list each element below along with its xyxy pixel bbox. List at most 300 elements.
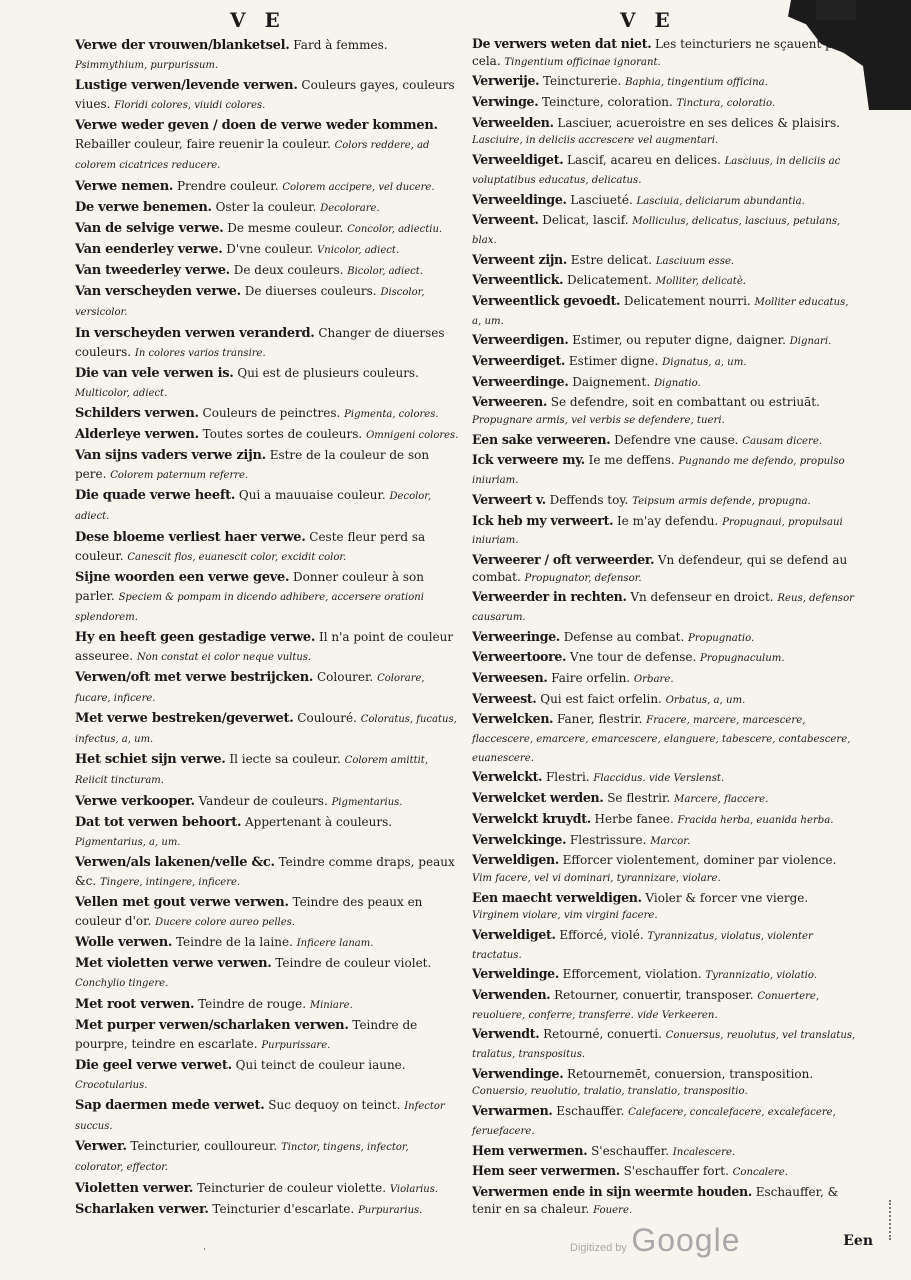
dictionary-entry xyxy=(472,552,857,587)
entry-french: De mesme couleur. xyxy=(227,220,344,235)
entry-latin: Tingere, intingere, inficere. xyxy=(100,876,241,888)
entry-headword: Met purper verwen/scharlaken verwen. xyxy=(75,1017,349,1033)
dictionary-entry xyxy=(472,927,857,964)
entry-french: Qui a mauuaise couleur. xyxy=(238,488,386,503)
entry-latin: Pigmentarius, a, um. xyxy=(75,836,181,848)
dictionary-entry xyxy=(472,852,857,887)
entry-headword: Sap daermen mede verwet. xyxy=(75,1098,265,1114)
dictionary-entry xyxy=(472,115,857,150)
left-column xyxy=(75,36,460,1221)
entry-headword: Met violetten verwe verwen. xyxy=(75,956,272,972)
entry-headword: Verwelckt. xyxy=(472,769,543,785)
dictionary-entry xyxy=(75,668,460,708)
entry-french: Ie m'ay defendu. xyxy=(616,513,719,528)
dictionary-entry xyxy=(472,1026,857,1063)
entry-headword: Van sijns vaders verwe zijn. xyxy=(75,448,266,464)
entry-french: Retourner, conuertir, transposer. xyxy=(554,988,754,1002)
entry-headword: Verwen/oft met verwe bestrijcken. xyxy=(75,670,314,686)
dictionary-entry xyxy=(472,513,857,550)
entry-french: Fard à femmes. xyxy=(293,38,388,52)
dictionary-entry xyxy=(472,374,857,393)
entry-french: Faire orfelin. xyxy=(551,671,631,685)
entry-french: Herbe fanee. xyxy=(594,811,674,826)
entry-french: Prendre couleur. xyxy=(176,178,279,193)
entry-french: Vn defenseur en droict. xyxy=(630,590,774,605)
entry-french: Lasciueté. xyxy=(570,192,633,207)
entry-headword: Verwinge. xyxy=(472,94,539,110)
dictionary-entry xyxy=(472,589,857,626)
entry-latin: Tinctura, coloratio. xyxy=(676,98,776,110)
entry-headword: Van verscheyden verwe. xyxy=(75,284,241,300)
entry-headword: Verwer. xyxy=(75,1139,127,1155)
entry-latin: Floridi colores, viuidi colores. xyxy=(114,100,266,112)
entry-latin: Colorem accipere, vel ducere. xyxy=(282,181,435,193)
entry-french: S'eschauffer. xyxy=(591,1143,670,1158)
dictionary-entry xyxy=(75,528,460,567)
entry-french: Teindre des peaux en couleur d'or. xyxy=(75,895,423,929)
dictionary-entry xyxy=(472,1103,857,1140)
entry-french: Lasciuer, acueroistre en ses delices & plaisirs. xyxy=(557,115,841,130)
dictionary-entry xyxy=(75,933,460,953)
entry-headword: Dese bloeme verliest haer verwe. xyxy=(75,529,306,545)
entry-latin: Incalescere. xyxy=(672,1146,736,1158)
entry-latin: Colorem amittit, Reiicit tincturam. xyxy=(75,755,428,787)
entry-latin: Dignatus, a, um. xyxy=(662,357,747,368)
dictionary-entry xyxy=(75,116,460,175)
entry-headword: Verweerdinge. xyxy=(472,373,569,389)
entry-latin: Concalere. xyxy=(732,1167,789,1179)
dictionary-entry xyxy=(75,364,460,403)
entry-headword: Verweesen. xyxy=(472,670,548,685)
entry-headword: Verwenden. xyxy=(472,987,551,1002)
entry-latin: Speciem & pompam in dicendo adhibere, accersere orationi splendorem. xyxy=(75,591,424,623)
entry-latin: Omnigeni colores. xyxy=(366,430,459,442)
dictionary-entry xyxy=(472,1184,857,1219)
dictionary-entry xyxy=(75,486,460,526)
entry-latin: Marcere, flaccere. xyxy=(673,794,769,806)
entry-headword: Verweeringe. xyxy=(472,628,560,644)
entry-french: Eschauffer. xyxy=(556,1104,625,1119)
dictionary-entry xyxy=(472,890,857,925)
dictionary-entry xyxy=(472,1066,857,1101)
entry-french: Flestrissure. xyxy=(569,832,647,847)
entry-headword: Verweentlick. xyxy=(472,272,564,288)
entry-french: Coulouré. xyxy=(297,711,357,726)
entry-headword: Schilders verwen. xyxy=(75,405,199,421)
entry-french: Il iecte sa couleur. xyxy=(229,752,341,767)
entry-latin: In colores varios transire. xyxy=(134,347,266,359)
dictionary-entry xyxy=(75,425,460,445)
entry-latin: Propugnare armis, vel verbis se defendere, tueri. xyxy=(472,415,725,427)
entry-french: Toutes sortes de couleurs. xyxy=(202,427,363,442)
entry-headword: Violetten verwer. xyxy=(75,1180,194,1196)
dictionary-entry xyxy=(472,629,857,648)
entry-headword: Verweldigen. xyxy=(472,852,559,868)
entry-headword: Het schiet sijn verwe. xyxy=(75,752,226,768)
dictionary-entry xyxy=(472,1143,857,1162)
entry-french: Teindre de pourpre, teindre en escarlate. xyxy=(75,1017,418,1051)
dictionary-entry xyxy=(472,192,857,211)
entry-latin: Orbare. xyxy=(633,674,674,685)
entry-latin: Tyrannizatus, violatus, violenter tractatus. xyxy=(472,930,813,961)
entry-latin: Pigmenta, colores. xyxy=(344,408,439,420)
entry-french: Teindre de la laine. xyxy=(175,935,293,950)
entry-latin: Discolor, versicolor. xyxy=(75,287,425,319)
entry-latin: Reus, defensor causarum. xyxy=(472,593,855,623)
entry-headword: Verwermen ende in sijn weermte houden. xyxy=(472,1183,752,1199)
entry-latin: Orbatus, a, um. xyxy=(665,694,746,706)
entry-french: Appertenant à couleurs. xyxy=(245,814,393,829)
dictionary-entry xyxy=(472,811,857,830)
entry-french: Ie me deffens. xyxy=(588,453,675,468)
entry-headword: Van tweederley verwe. xyxy=(75,263,230,279)
entry-headword: Verwendinge. xyxy=(472,1065,564,1081)
entry-latin: Crocotularius. xyxy=(75,1079,148,1091)
entry-headword: Verweent zijn. xyxy=(472,251,567,267)
entry-french: Defense au combat. xyxy=(563,629,685,644)
watermark-brand: Google xyxy=(631,1222,741,1258)
entry-french: Ceste fleur perd sa couleur. xyxy=(75,529,426,563)
entry-french: Estre delicat. xyxy=(570,252,653,267)
dictionary-entry xyxy=(75,404,460,424)
entry-headword: Verwendt. xyxy=(472,1026,540,1042)
entry-latin: Dignari. xyxy=(789,336,832,348)
entry-latin: Tinctor, tingens, infector, colorator, effector. xyxy=(75,1142,409,1174)
entry-latin: Colors reddere, ad colorem cicatrices reducere. xyxy=(75,140,430,172)
catchword: Een xyxy=(843,1233,873,1249)
right-column xyxy=(472,36,857,1221)
entry-headword: Verweerer / oft verweerder. xyxy=(472,551,655,567)
entry-french: Teindre comme draps, peaux &c. xyxy=(75,854,455,888)
dictionary-entry xyxy=(75,282,460,322)
entry-headword: Alderleye verwen. xyxy=(75,427,199,443)
entry-headword: Verweerdiget. xyxy=(472,353,566,368)
dictionary-entry xyxy=(472,966,857,985)
dictionary-entry xyxy=(75,1056,460,1095)
entry-headword: Scharlaken verwer. xyxy=(75,1201,209,1217)
entry-headword: Ick verweere my. xyxy=(472,452,585,468)
entry-headword: In verscheyden verwen veranderd. xyxy=(75,325,315,341)
entry-headword: Verwelckinge. xyxy=(472,831,567,847)
entry-french: Qui est faict orfelin. xyxy=(540,691,662,706)
entry-french: Teincturier d'escarlate. xyxy=(212,1201,355,1216)
entry-latin: Fracida herba, euanida herba. xyxy=(677,814,834,826)
dictionary-entry xyxy=(472,252,857,271)
entry-french: S'eschauffer fort. xyxy=(623,1164,729,1179)
dictionary-entry xyxy=(75,1200,460,1220)
dictionary-entry xyxy=(472,432,857,451)
entry-french: Defendre vne cause. xyxy=(614,432,739,447)
entry-latin: Non constat ei color neque vultus. xyxy=(136,651,312,663)
dictionary-entry xyxy=(75,76,460,115)
entry-french: Teincturier, coulloureur. xyxy=(130,1139,278,1154)
entry-latin: Virginem violare, vim virgini facere. xyxy=(472,910,658,922)
entry-headword: De verwers weten dat niet. xyxy=(472,36,652,51)
entry-french: De diuerses couleurs. xyxy=(244,284,377,299)
dictionary-entry xyxy=(75,792,460,812)
entry-headword: Ick heb my verweert. xyxy=(472,512,614,528)
entry-french: Retournemēt, conuersion, transposition. xyxy=(567,1066,814,1081)
entry-french: Suc dequoy on teinct. xyxy=(268,1098,401,1113)
ink-blot-small xyxy=(816,0,856,20)
entry-latin: Molliter educatus, a, um. xyxy=(472,296,849,327)
entry-latin: Miniare. xyxy=(309,999,353,1011)
dictionary-entry xyxy=(75,853,460,892)
entry-latin: Psimmythium, purpurissum. xyxy=(75,60,219,71)
entry-latin: Pigmentarius. xyxy=(331,796,403,808)
entry-french: De deux couleurs. xyxy=(233,263,344,278)
entry-latin: Tingentium officinae ignorant. xyxy=(504,56,661,68)
dictionary-entry xyxy=(472,212,857,249)
entry-latin: Dignatio. xyxy=(653,377,701,389)
entry-french: Vne tour de defense. xyxy=(569,650,697,665)
entry-headword: Verwarmen. xyxy=(472,1103,553,1119)
entry-headword: Verwelckt kruydt. xyxy=(472,810,591,826)
dictionary-entry xyxy=(472,293,857,330)
entry-headword: Verwerije. xyxy=(472,73,540,89)
entry-latin: Canescit flos, euanescit color, excidit color. xyxy=(127,551,347,563)
entry-french: Lascif, acareu en delices. xyxy=(567,153,721,168)
dictionary-entry xyxy=(75,628,460,667)
margin-mark xyxy=(889,1200,897,1240)
entry-headword: Lustige verwen/levende verwen. xyxy=(75,78,298,94)
entry-latin: Violarius. xyxy=(389,1183,439,1195)
entry-headword: Verweelden. xyxy=(472,114,554,130)
entry-headword: Verweert v. xyxy=(472,491,546,507)
dictionary-entry xyxy=(472,832,857,851)
entry-headword: Verweentlick gevoedt. xyxy=(472,292,621,308)
entry-french: Teincturier de couleur violette. xyxy=(196,1180,387,1195)
entry-headword: Wolle verwen. xyxy=(75,935,173,951)
dictionary-entry xyxy=(75,1016,460,1055)
entry-headword: Die geel verwe verwet. xyxy=(75,1057,232,1073)
entry-french: Il n'a point de couleur asseuree. xyxy=(75,629,454,663)
entry-french: Qui teinct de couleur iaune. xyxy=(235,1057,406,1072)
entry-latin: Bicolor, adiect. xyxy=(347,266,423,278)
entry-latin: Lasciuus, in deliciis ac voluptatibus educatus, delicatus. xyxy=(472,156,841,186)
entry-headword: Verweest. xyxy=(472,690,537,706)
entry-french: Estimer, ou reputer digne, daigner. xyxy=(572,333,786,348)
entry-french: Rebailler couleur, faire reuenir la couleur. xyxy=(75,137,331,152)
dictionary-entry xyxy=(472,1163,857,1182)
dictionary-entry xyxy=(472,492,857,511)
dictionary-entry xyxy=(472,36,857,71)
entry-headword: Verwelcken. xyxy=(472,711,554,727)
entry-french: Violer & forcer vne vierge. xyxy=(645,890,809,905)
entry-latin: Fouere. xyxy=(593,1204,633,1216)
entry-latin: Molliculus, delicatus, lasciuus, petulans, blax. xyxy=(472,216,841,246)
entry-latin: Decolorare. xyxy=(320,202,380,214)
dictionary-entry xyxy=(75,177,460,197)
entry-headword: Een maecht verweldigen. xyxy=(472,889,642,905)
dictionary-entry xyxy=(75,893,460,932)
entry-french: Efforcer violentement, dominer par violence. xyxy=(562,853,837,868)
entry-latin: Baphia, tingentium officina. xyxy=(625,77,768,89)
dictionary-entry xyxy=(472,670,857,689)
dictionary-entry xyxy=(472,94,857,113)
stray-mark: ˙ xyxy=(202,1248,207,1259)
dictionary-entry xyxy=(75,198,460,218)
entry-latin: Pugnando me defendo, propulso iniuriam. xyxy=(472,456,845,487)
entry-headword: Verweerdigen. xyxy=(472,332,569,348)
entry-headword: Verwe verkooper. xyxy=(75,793,195,809)
dictionary-entry xyxy=(472,987,857,1024)
dictionary-entry xyxy=(75,750,460,790)
entry-french: D'vne couleur. xyxy=(226,242,314,257)
entry-headword: Met verwe bestreken/geverwet. xyxy=(75,711,294,727)
entry-french: Donner couleur à son parler. xyxy=(75,569,424,603)
entry-french: Se defendre, soit en combattant ou estriuāt. xyxy=(550,395,820,410)
entry-headword: Verweeldinge. xyxy=(472,191,567,207)
entry-french: Couleurs de peinctres. xyxy=(202,405,341,420)
entry-latin: Propugnatio. xyxy=(688,632,755,644)
entry-latin: Decolor, adiect. xyxy=(75,491,432,523)
dictionary-entry xyxy=(472,452,857,489)
entry-french: Faner, flestrir. xyxy=(556,712,643,727)
entry-headword: Van eenderley verwe. xyxy=(75,242,223,258)
dictionary-entry xyxy=(472,691,857,710)
dictionary-entry xyxy=(472,152,857,189)
entry-headword: Verweeldiget. xyxy=(472,152,564,168)
entry-latin: Multicolor, adiect. xyxy=(75,387,168,399)
entry-headword: Verweldinge. xyxy=(472,966,559,982)
entry-french: Retourné, conuerti. xyxy=(543,1027,662,1042)
entry-latin: Teipsum armis defende, propugna. xyxy=(632,495,811,507)
entry-latin: Conuersus, reuolutus, vel translatus, tralatus, transpositus. xyxy=(472,1030,856,1061)
dictionary-entry xyxy=(472,332,857,351)
entry-latin: Inficere lanam. xyxy=(296,938,374,950)
entry-french: Delicatement. xyxy=(566,273,652,288)
entry-latin: Vnicolor, adiect. xyxy=(317,245,400,257)
entry-french: Oster la couleur. xyxy=(215,199,317,214)
entry-french: Delicatement nourri. xyxy=(623,293,751,308)
entry-french: Vn defendeur, qui se defend au combat. xyxy=(472,552,848,584)
entry-headword: Sijne woorden een verwe geve. xyxy=(75,569,290,585)
entry-latin: Infector succus. xyxy=(75,1101,445,1133)
dictionary-entry xyxy=(75,446,460,485)
entry-latin: Propugnaui, propulsaui iniuriam. xyxy=(472,516,843,547)
entry-french: Deffends toy. xyxy=(549,492,629,507)
entry-french: Couleurs gayes, couleurs viues. xyxy=(75,78,455,112)
entry-french: Eschauffer, & tenir en sa chaleur. xyxy=(472,1184,839,1216)
entry-headword: Met root verwen. xyxy=(75,996,195,1012)
entry-headword: Verwe der vrouwen/blanketsel. xyxy=(75,38,290,53)
entry-french: Flestri. xyxy=(545,770,590,785)
entry-french: Se flestrir. xyxy=(607,791,671,806)
entry-latin: Tyrannizatio, violatio. xyxy=(705,970,818,982)
entry-french: Teindre de rouge. xyxy=(198,996,307,1011)
digitized-watermark xyxy=(570,1222,741,1259)
entry-latin: Lasciuum esse. xyxy=(655,255,735,267)
dictionary-entry xyxy=(75,568,460,627)
entry-headword: Dat tot verwen behoort. xyxy=(75,814,242,830)
entry-french: Les teincturiers ne sçauent pas cela. xyxy=(472,37,847,68)
dictionary-entry xyxy=(472,790,857,809)
entry-headword: Van de selvige verwe. xyxy=(75,220,224,236)
dictionary-entry xyxy=(472,73,857,92)
dictionary-entry xyxy=(472,394,857,429)
entry-french: Changer de diuerses couleurs. xyxy=(75,325,445,359)
entry-latin: Molliter, delicatè. xyxy=(655,276,747,288)
entry-french: Delicat, lascif. xyxy=(542,213,629,228)
entry-headword: Een sake verweeren. xyxy=(472,431,611,447)
dictionary-entry xyxy=(75,709,460,749)
entry-latin: Propugnator, defensor. xyxy=(524,572,642,584)
dictionary-entry xyxy=(75,1179,460,1199)
entry-latin: Conchylio tingere. xyxy=(75,978,169,990)
entry-latin: Calefacere, concalefacere, excalefacere, feruefacere. xyxy=(472,1107,836,1137)
entry-latin: Fracere, marcere, marcescere, flaccescere, emarcere, emarcescere, elanguere, tabescere, contabescere, euanescere. xyxy=(472,715,851,764)
entry-headword: Verweldiget. xyxy=(472,926,556,942)
entry-latin: Colorare, fucare, inficere. xyxy=(75,673,425,705)
entry-french: Daignement. xyxy=(572,374,651,389)
entry-french: Efforcement, violation. xyxy=(562,967,702,982)
entry-latin: Lasciuia, deliciarum abundantia. xyxy=(636,195,805,207)
entry-headword: Hem seer verwermen. xyxy=(472,1163,620,1179)
entry-french: Teindre de couleur violet. xyxy=(275,956,432,971)
entry-latin: Purpurissare. xyxy=(261,1039,331,1051)
entry-latin: Lasciuire, in deliciis accrescere vel augmentari. xyxy=(472,135,719,147)
dictionary-entry xyxy=(75,1137,460,1177)
dictionary-entry xyxy=(472,272,857,291)
entry-french: Estimer digne. xyxy=(568,354,659,368)
entry-headword: Hem verwermen. xyxy=(472,1142,588,1158)
entry-latin: Marcor. xyxy=(650,835,691,847)
dictionary-entry xyxy=(472,649,857,668)
entry-french: Estre de la couleur de son pere. xyxy=(75,448,430,482)
dictionary-entry xyxy=(472,353,857,372)
entry-french: Vandeur de couleurs. xyxy=(198,793,328,808)
entry-headword: Verwen/als lakenen/velle &c. xyxy=(75,854,275,870)
dictionary-entry xyxy=(472,769,857,788)
entry-latin: Purpurarius. xyxy=(358,1204,423,1216)
dictionary-entry xyxy=(75,36,460,75)
entry-french: Colourer. xyxy=(316,670,374,685)
dictionary-entry xyxy=(75,813,460,852)
entry-latin: Causam dicere. xyxy=(742,435,823,447)
entry-headword: Verwe weder geven / doen de verwe weder kommen. xyxy=(75,118,438,134)
dictionary-entry xyxy=(75,261,460,281)
entry-latin: Conuersio, reuolutio, tralatio, translatio, transpositio. xyxy=(472,1086,748,1098)
dictionary-entry xyxy=(75,954,460,993)
running-header-right: V E xyxy=(620,8,676,32)
entry-french: Qui est de plusieurs couleurs. xyxy=(237,365,419,380)
entry-headword: Die quade verwe heeft. xyxy=(75,488,236,504)
entry-latin: Conuertere, reuoluere, conferre, transferre. vide Verkeeren. xyxy=(472,991,820,1021)
dictionary-entry xyxy=(75,995,460,1015)
entry-headword: Verweerder in rechten. xyxy=(472,589,627,605)
entry-french: Teincture, coloration. xyxy=(542,95,673,110)
dictionary-entry xyxy=(75,324,460,363)
entry-latin: Concolor, adiectiu. xyxy=(347,223,443,235)
running-header-left: V E xyxy=(230,8,286,32)
entry-latin: Vim facere, vel vi dominari, tyrannizare, violare. xyxy=(472,872,721,884)
entry-latin: Flaccidus. vide Verslenst. xyxy=(593,773,725,785)
entry-headword: De verwe benemen. xyxy=(75,199,212,215)
dictionary-entry xyxy=(472,711,857,767)
dictionary-entry xyxy=(75,240,460,260)
entry-headword: Verweent. xyxy=(472,212,539,228)
entry-latin: Propugnaculum. xyxy=(700,653,785,665)
watermark-prefix: Digitized by xyxy=(570,1242,627,1254)
dictionary-entry xyxy=(75,1096,460,1136)
entry-headword: Verwelcket werden. xyxy=(472,790,604,806)
entry-headword: Die van vele verwen is. xyxy=(75,365,234,381)
entry-headword: Verweertoore. xyxy=(472,649,567,665)
entry-latin: Coloratus, fucatus, infectus, a, um. xyxy=(75,714,457,746)
entry-headword: Verwe nemen. xyxy=(75,178,174,194)
entry-headword: Verweeren. xyxy=(472,394,548,410)
